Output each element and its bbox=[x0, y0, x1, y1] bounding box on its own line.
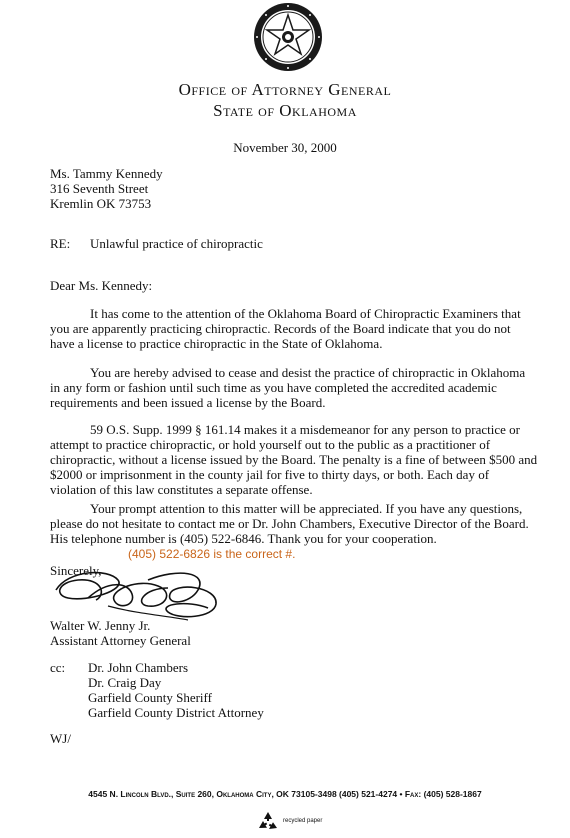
letterhead-subtitle: State of Oklahoma bbox=[213, 101, 357, 120]
recycle-icon bbox=[256, 810, 280, 834]
cc-recipient: Dr. Craig Day bbox=[88, 675, 162, 690]
recycled-paper-label: recycled paper bbox=[283, 818, 323, 824]
closing: Sincerely, bbox=[50, 563, 102, 578]
recipient-name: Ms. Tammy Kennedy bbox=[50, 166, 163, 181]
cc-list bbox=[88, 660, 264, 720]
signer-name: Walter W. Jenny Jr. bbox=[50, 618, 151, 633]
cc-label: cc: bbox=[50, 660, 66, 675]
re-line bbox=[50, 236, 263, 252]
typist-initials: WJ/ bbox=[50, 731, 71, 746]
body-paragraph-2: You are hereby advised to cease and desist the practice of chiropractic in Oklahoma in any form or fashion until such time as you have completed the accredited academic requirements and been issued a license by the Board. bbox=[50, 365, 526, 410]
letterhead-title: Office of Attorney General bbox=[178, 80, 392, 99]
state-seal-icon bbox=[253, 2, 323, 72]
recipient-city: Kremlin OK 73753 bbox=[50, 196, 152, 211]
cc-recipient: Dr. John Chambers bbox=[88, 660, 189, 675]
signer-block bbox=[50, 618, 191, 648]
body-paragraph-4: Your prompt attention to this matter will be appreciated. If you have any questions, please do not hesitate to contact me or Dr. John Chambers, Executive Director of the Board. His telephone number is (405) 522-6846. Thank you for your cooperation. bbox=[50, 501, 529, 546]
body-paragraph-3: 59 O.S. Supp. 1999 § 161.14 makes it a misdemeanor for any person to practice or attempt to practice chiropractic, or hold yourself out to the public as a practitioner of chiropractic, without a license issued by the Board. The penalty is a fine of between $500 and $2000 or imprisonment in the county jail for five to thirty days, or both. Each day of violation of this law constitutes a separate offense. bbox=[50, 422, 538, 497]
re-subject: Unlawful practice of chiropractic bbox=[90, 236, 263, 251]
signer-title: Assistant Attorney General bbox=[50, 633, 191, 648]
footer-address: 4545 N. Lincoln Blvd., Suite 260, Oklahoma City, OK 73105-3498 (405) 521-4274 • Fax: (405) 528-1867 bbox=[88, 789, 482, 799]
recipient-street: 316 Seventh Street bbox=[50, 181, 149, 196]
correction-note: (405) 522-6826 is the correct #. bbox=[128, 547, 296, 561]
salutation: Dear Ms. Kennedy: bbox=[50, 278, 153, 293]
cc-recipient: Garfield County Sheriff bbox=[88, 690, 212, 705]
letter-date: November 30, 2000 bbox=[233, 140, 337, 155]
cc-recipient: Garfield County District Attorney bbox=[88, 705, 264, 720]
re-label: RE: bbox=[50, 236, 71, 251]
body-paragraph-1: It has come to the attention of the Oklahoma Board of Chiropractic Examiners that you are apparently practicing chiropractic. Records of the Board indicate that you do not have a license to practice chiropractic in the State of Oklahoma. bbox=[50, 306, 521, 351]
recipient-address bbox=[50, 166, 163, 211]
